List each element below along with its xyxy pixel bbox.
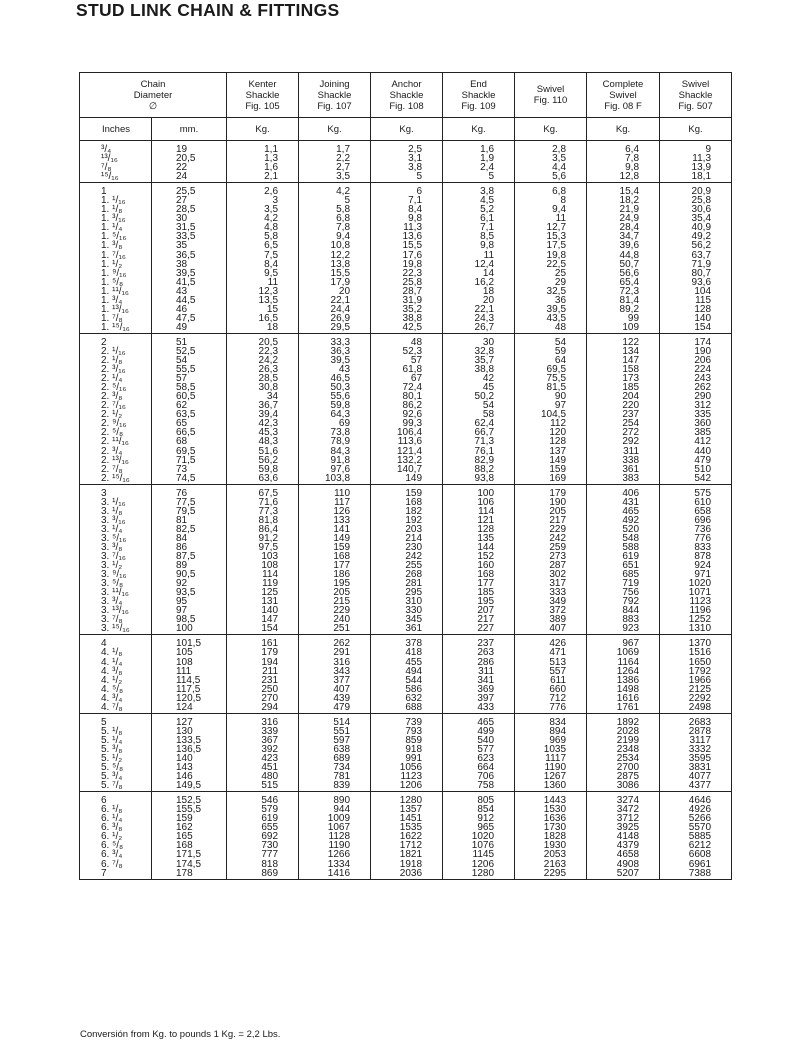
- kenter-shackle-cell: 20,5 22,3 24,2 26,3 28,5 30,8 34 36,7 39,4 42,3 45,3 48,3 51,6 56,2 59,8 63,6: [227, 333, 299, 484]
- swivel-shackle-cell: 174 190 206 224 243 262 290 312 335 360 385 412 440 479 510 542: [660, 333, 732, 484]
- header-kenter-shackle: Kenter Shackle Fig. 105: [227, 73, 299, 118]
- swivel-cell: 179 190 205 217 229 242 259 273 287 302 317 333 349 372 389 407: [515, 484, 587, 635]
- table-row: [80, 141, 732, 183]
- size-group: [80, 484, 732, 635]
- inches-cell: 3 3. ¹/₁₆ 3. ¹/₈ 3. ³/₁₆ 3. ¹/₄ 3. ⁵/₁₆ 3. ³/₈ 3. ⁷/₁₆ 3. ¹/₂ 3. ⁹/₁₆ 3. ⁵/₈ 3. ¹¹/₁₆ 3. ³/₄ 3. ¹³/₁₆ 3. ⁷/₈ 3. ¹⁵/₁₆: [80, 484, 152, 635]
- size-group: [80, 713, 732, 791]
- inches-cell: 5 5. ¹/₈ 5. ¹/₄ 5. ³/₈ 5. ¹/₂ 5. ⁵/₈ 5. ³/₄ 5. ⁷/₈: [80, 713, 152, 791]
- swivel-shackle-cell: 4646 4926 5266 5570 5885 6212 6608 6961 7388: [660, 792, 732, 879]
- anchor-shackle-cell: 6 7,1 8,4 9,8 11,3 13,6 15,5 17,6 19,8 22,3 25,8 28,7 31,9 35,2 38,8 42,5: [371, 183, 443, 334]
- kenter-shackle-cell: 316 339 367 392 423 451 480 515: [227, 713, 299, 791]
- kenter-shackle-cell: 2,6 3 3,5 4,2 4,8 5,8 6,5 7,5 8,4 9,5 11 12,3 13,5 15 16,5 18: [227, 183, 299, 334]
- unit-cell: Inches: [80, 118, 152, 141]
- mm-cell: 25,5 27 28,5 30 31,5 33,5 35 36,5 38 39,5 41,5 43 44,5 46 47,5 49: [152, 183, 227, 334]
- mm-cell: 51 52,5 54 55,5 57 58,5 60,5 62 63,5 65 66,5 68 69,5 71,5 73 74,5: [152, 333, 227, 484]
- table-row: [80, 333, 732, 484]
- header-end-shackle: End Shackle Fig. 109: [443, 73, 515, 118]
- kenter-shackle-cell: 546 579 619 655 692 730 777 818 869: [227, 792, 299, 879]
- header-complete-swivel: Complete Swivel Fig. 08 F: [587, 73, 660, 118]
- unit-cell: mm.: [152, 118, 227, 141]
- complete-swivel-cell: 3274 3472 3712 3925 4148 4379 4658 4908 5207: [587, 792, 660, 879]
- chain-fittings-table: [79, 72, 732, 880]
- kenter-shackle-cell: 1,1 1,3 1,6 2,1: [227, 141, 299, 183]
- joining-shackle-cell: 33,3 36,3 39,5 43 46,5 50,3 55,6 59,8 64,3 69 73,8 78,9 84,3 91,8 97,6 103,8: [299, 333, 371, 484]
- complete-swivel-cell: 967 1069 1164 1264 1386 1498 1616 1761: [587, 635, 660, 713]
- kenter-shackle-cell: 67,5 71,6 77,3 81,8 86,4 91,2 97,5 103 108 114 119 125 131 140 147 154: [227, 484, 299, 635]
- header-chain-diameter: Chain Diameter ∅: [80, 73, 227, 118]
- complete-swivel-cell: 15,4 18,2 21,9 24,9 28,4 34,7 39,6 44,8 50,7 56,6 65,4 72,3 81,4 89,2 99 109: [587, 183, 660, 334]
- inches-cell: 4 4. ¹/₈ 4. ¹/₄ 4. ³/₈ 4. ¹/₂ 4. ⁵/₈ 4. ³/₄ 4. ⁷/₈: [80, 635, 152, 713]
- anchor-shackle-cell: 2,5 3,1 3,8 5: [371, 141, 443, 183]
- swivel-shackle-cell: 575 610 658 696 736 776 833 878 924 971 1020 1071 1123 1196 1252 1310: [660, 484, 732, 635]
- unit-cell: Kg.: [443, 118, 515, 141]
- joining-shackle-cell: 1,7 2,2 2,7 3,5: [299, 141, 371, 183]
- joining-shackle-cell: 262 291 316 343 377 407 439 479: [299, 635, 371, 713]
- mm-cell: 101,5 105 108 111 114,5 117,5 120,5 124: [152, 635, 227, 713]
- size-group: [80, 792, 732, 879]
- anchor-shackle-cell: 159 168 182 192 203 214 230 242 255 268 281 295 310 330 345 361: [371, 484, 443, 635]
- end-shackle-cell: 1,6 1,9 2,4 5: [443, 141, 515, 183]
- swivel-shackle-cell: 2683 2878 3117 3332 3595 3831 4077 4377: [660, 713, 732, 791]
- table-row: [80, 484, 732, 635]
- size-group: [80, 141, 732, 183]
- end-shackle-cell: 3,8 4,5 5,2 6,1 7,1 8,5 9,8 11 12,4 14 16,2 18 20 22,1 24,3 26,7: [443, 183, 515, 334]
- inches-cell: 6 6. ¹/₈ 6. ¹/₄ 6. ³/₈ 6. ¹/₂ 6. ⁵/₈ 6. ³/₄ 6. ⁷/₈ 7: [80, 792, 152, 879]
- end-shackle-cell: 100 106 114 121 128 135 144 152 160 168 177 185 195 207 217 227: [443, 484, 515, 635]
- anchor-shackle-cell: 48 52,3 57 61,8 67 72,4 80,1 86,2 92,6 99,3 106,4 113,6 121,4 132,2 140,7 149: [371, 333, 443, 484]
- mm-cell: 152,5 155,5 159 162 165 168 171,5 174,5 178: [152, 792, 227, 879]
- inches-cell: 1 1. ¹/₁₆ 1. ¹/₈ 1. ³/₁₆ 1. ¹/₄ 1. ⁵/₁₆ 1. ³/₈ 1. ⁷/₁₆ 1. ¹/₂ 1. ⁹/₁₆ 1. ⁵/₈ 1. ¹¹/₁₆ 1. ³/₄ 1. ¹³/₁₆ 1. ⁷/₈ 1. ¹⁵/₁₆: [80, 183, 152, 334]
- joining-shackle-cell: 4,2 5 5,8 6,8 7,8 9,4 10,8 12,2 13,8 15,5 17,9 20 22,1 24,4 26,9 29,5: [299, 183, 371, 334]
- unit-cell: Kg.: [371, 118, 443, 141]
- unit-cell: Kg.: [515, 118, 587, 141]
- swivel-cell: 54 59 64 69,5 75,5 81,5 90 97 104,5 112 120 128 137 149 159 169: [515, 333, 587, 484]
- conversion-footnote: Conversión from Kg. to pounds 1 Kg. = 2,2 Lbs.: [80, 1029, 281, 1040]
- end-shackle-cell: 805 854 912 965 1020 1076 1145 1206 1280: [443, 792, 515, 879]
- unit-cell: Kg.: [660, 118, 732, 141]
- header-swivel: Swivel Fig. 110: [515, 73, 587, 118]
- joining-shackle-cell: 514 551 597 638 689 734 781 839: [299, 713, 371, 791]
- mm-cell: 19 20,5 22 24: [152, 141, 227, 183]
- swivel-cell: 426 471 513 557 611 660 712 776: [515, 635, 587, 713]
- end-shackle-cell: 30 32,8 35,7 38,8 42 45 50,2 54 58 62,4 66,7 71,3 76,1 82,9 88,2 93,8: [443, 333, 515, 484]
- end-shackle-cell: 237 263 286 311 341 369 397 433: [443, 635, 515, 713]
- inches-cell: 2 2. ¹/₁₆ 2. ¹/₈ 2. ³/₁₆ 2. ¹/₄ 2. ⁵/₁₆ 2. ³/₈ 2. ⁷/₁₆ 2. ¹/₂ 2. ⁹/₁₆ 2. ⁵/₈ 2. ¹¹/₁₆ 2. ³/₄ 2. ¹³/₁₆ 2. ⁷/₈ 2. ¹⁵/₁₆: [80, 333, 152, 484]
- anchor-shackle-cell: 739 793 859 918 991 1056 1123 1206: [371, 713, 443, 791]
- inches-cell: ³/₄ ¹³/₁₆ ⁷/₈ ¹⁵/₁₆: [80, 141, 152, 183]
- end-shackle-cell: 465 499 540 577 623 664 706 758: [443, 713, 515, 791]
- table-row: [80, 713, 732, 791]
- units-row: [80, 118, 732, 141]
- unit-cell: Kg.: [587, 118, 660, 141]
- page-title: STUD LINK CHAIN & FITTINGS: [76, 0, 340, 20]
- swivel-cell: 6,8 8 9,4 11 12,7 15,3 17,5 19,8 22,5 25 29 32,5 36 39,5 43,5 48: [515, 183, 587, 334]
- header-joining-shackle: Joining Shackle Fig. 107: [299, 73, 371, 118]
- size-group: [80, 333, 732, 484]
- unit-cell: Kg.: [227, 118, 299, 141]
- joining-shackle-cell: 890 944 1009 1067 1128 1190 1266 1334 1416: [299, 792, 371, 879]
- header-anchor-shackle: Anchor Shackle Fig. 108: [371, 73, 443, 118]
- anchor-shackle-cell: 1280 1357 1451 1535 1622 1712 1821 1918 2036: [371, 792, 443, 879]
- unit-cell: Kg.: [299, 118, 371, 141]
- size-group: [80, 183, 732, 334]
- table-row: [80, 635, 732, 713]
- kenter-shackle-cell: 161 179 194 211 231 250 270 294: [227, 635, 299, 713]
- joining-shackle-cell: 110 117 126 133 141 149 159 168 177 186 195 205 215 229 240 251: [299, 484, 371, 635]
- swivel-shackle-cell: 9 11,3 13,9 18,1: [660, 141, 732, 183]
- swivel-shackle-cell: 20,9 25,8 30,6 35,4 40,9 49,2 56,2 63,7 71,9 80,7 93,6 104 115 128 140 154: [660, 183, 732, 334]
- swivel-cell: 1443 1530 1636 1730 1828 1930 2053 2163 2295: [515, 792, 587, 879]
- header-row: [80, 73, 732, 118]
- header-swivel-shackle: Swivel Shackle Fig. 507: [660, 73, 732, 118]
- complete-swivel-cell: 6,4 7,8 9,8 12,8: [587, 141, 660, 183]
- complete-swivel-cell: 122 134 147 158 173 185 204 220 237 254 272 292 311 338 361 383: [587, 333, 660, 484]
- complete-swivel-cell: 1892 2028 2199 2348 2534 2700 2875 3086: [587, 713, 660, 791]
- complete-swivel-cell: 406 431 465 492 520 548 588 619 651 685 719 756 792 844 883 923: [587, 484, 660, 635]
- swivel-cell: 2,8 3,5 4,4 5,6: [515, 141, 587, 183]
- swivel-shackle-cell: 1370 1516 1650 1792 1966 2125 2292 2498: [660, 635, 732, 713]
- table-row: [80, 183, 732, 334]
- swivel-cell: 834 894 969 1035 1117 1190 1267 1360: [515, 713, 587, 791]
- mm-cell: 127 130 133,5 136,5 140 143 146 149,5: [152, 713, 227, 791]
- table-row: [80, 792, 732, 879]
- mm-cell: 76 77,5 79,5 81 82,5 84 86 87,5 89 90,5 92 93,5 95 97 98,5 100: [152, 484, 227, 635]
- anchor-shackle-cell: 378 418 455 494 544 586 632 688: [371, 635, 443, 713]
- size-group: [80, 635, 732, 713]
